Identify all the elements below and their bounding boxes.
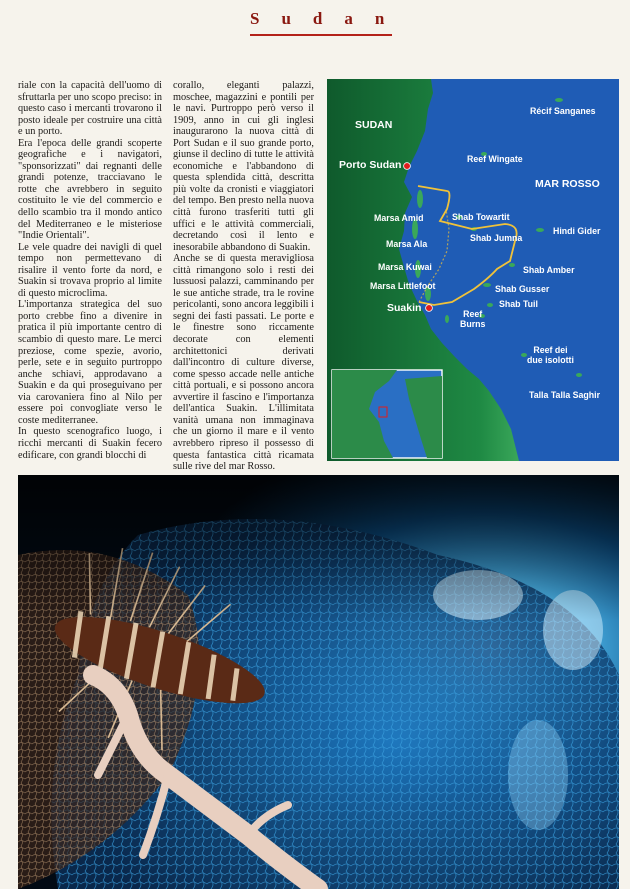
map-graphics	[327, 79, 619, 461]
map-label-marsa-kuwai: Marsa Kuwai	[378, 262, 432, 272]
map-label-reef-wingate: Reef Wingate	[467, 154, 523, 164]
map-label-shab-jumna: Shab Jumna	[470, 233, 523, 243]
map-label-port-sudan: Porto Sudan	[339, 159, 402, 171]
map-label-shab-tuil: Shab Tuil	[499, 299, 538, 309]
paragraph: L'importanza strategica del suo porto crebbe fino a divenire in pratica il più importante centro di scambio di questo mare. Le merci preziose, come spezie, avorio, perle, sete e in seguito purtroppo anche schiavi, approdavano a Suakin e da qui proseguivano per via carovaniera fino al Nilo per essere poi convogliate verso le coste mediterranee.	[18, 299, 162, 426]
paragraph: In questo scenografico luogo, i ricchi mercanti di Suakin fecero edificare, con grandi blocchi di	[18, 426, 162, 461]
paragraph: corallo, eleganti palazzi, moschee, magazzini e pontili per le navi. Purtroppo però verso il 1909, anno in cui gli inglesi inaugurarono la nuova città di Port Sudan e il suo grande porto, giunse il declino di tutte le attività economiche e l'abbandono di questa splendida città, descritta più volte da cronisti e viaggiatori del tempo. Ben presto nella nuova città furono trasferiti tutti gli uffici e le attività commerciali, decretando così il lento e inesorabile abbandono di Suakin.	[173, 80, 314, 253]
paragraph: Le vele quadre dei navigli di quel tempo non permettevano di risalire il vento forte da nord, e Suakin si trovava proprio al limite di questo microclima.	[18, 241, 162, 299]
map-label-shab-towartit: Shab Towartit	[452, 212, 510, 222]
map-label-shab-amber: Shab Amber	[523, 265, 575, 275]
map-label-talla-talla-saghir: Talla Talla Saghir	[529, 390, 601, 400]
article-column-2	[173, 80, 314, 473]
underwater-photo	[18, 475, 619, 889]
map-label-suakin: Suakin	[387, 302, 422, 314]
city-port-sudan	[404, 163, 411, 170]
route-map	[327, 79, 619, 461]
section-title-underline	[250, 34, 392, 36]
lionfish-sea-fan-image	[18, 475, 619, 889]
map-label-shab-gusser: Shab Gusser	[495, 284, 550, 294]
city-suakin	[426, 305, 433, 312]
map-label-country: SUDAN	[355, 119, 393, 131]
map-label-recif-sanganes: Récif Sanganes	[530, 106, 596, 116]
paragraph: Anche se di questa meravigliosa città rimangono solo i resti dei lussuosi palazzi, camminando per le sue antiche strade, tra le rovine pericolanti, sono ancora leggibili i segni dei fasti passati. Le porte e le finestre sono riccamente decorate con elementi architettonici derivati dall'incontro di culture diverse, come spesso accade nelle antiche città portuali, e si possono ancora avvertire il fascino e l'importanza dell'antica Suakin. L'illimitata vanità umana non immaginava che un giorno il mare e il vento avrebbero ripreso il possesso di questa fantastica città ricamata sulle rive del mar Rosso.	[173, 253, 314, 473]
inset-locator-map	[332, 370, 442, 458]
map-label-marsa-amid: Marsa Amid	[374, 213, 424, 223]
map-label-marsa-ala: Marsa Ala	[386, 239, 428, 249]
map-label-hindi-gider: Hindi Gider	[553, 226, 601, 236]
map-label-reef-due-isolotti: Reef dei due isolotti	[527, 345, 574, 365]
section-title: Sudan	[250, 9, 407, 28]
article-column-1	[18, 80, 162, 461]
map-label-sea: MAR ROSSO	[535, 178, 600, 190]
paragraph: Era l'epoca delle grandi scoperte geografiche e i navigatori, "sponsorizzati" dai regnanti delle grandi potenze, tracciavano le rotte che avrebbero in seguito costituito le vie del commercio e dello scambio tra il mondo antico del Mediterraneo e le misteriose "Indie Orientali".	[18, 137, 162, 242]
map-label-marsa-littlefoot: Marsa Littlefoot	[370, 281, 436, 291]
map-label-reef-burns: Reef Burns	[460, 309, 486, 329]
paragraph: riale con la capacità dell'uomo di sfruttarla per uno scopo preciso: in questo caso i mercanti trovarono il posto ideale per costruire una città e un porto.	[18, 80, 162, 138]
